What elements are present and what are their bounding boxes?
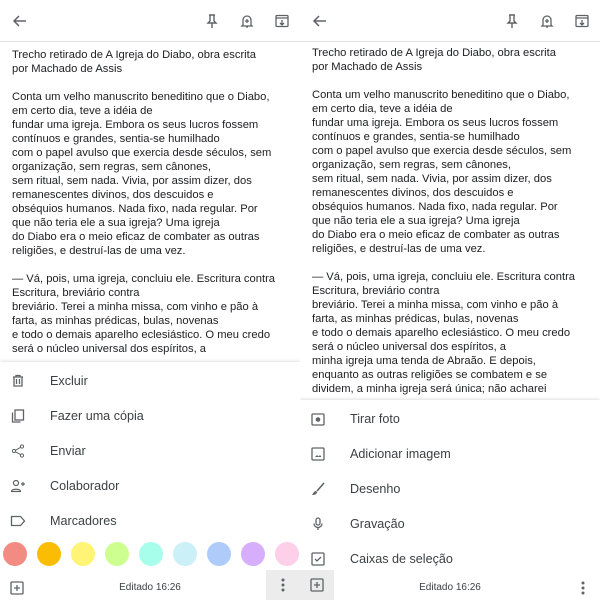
- color-swatch[interactable]: [37, 542, 61, 566]
- reminder-bell-icon[interactable]: [235, 9, 259, 33]
- toolbar: [300, 0, 600, 42]
- reminder-bell-icon[interactable]: [535, 9, 559, 33]
- color-swatch[interactable]: [105, 542, 129, 566]
- color-swatch[interactable]: [139, 542, 163, 566]
- label-icon: [1, 515, 35, 527]
- archive-icon[interactable]: [270, 9, 294, 33]
- add-person-icon: [1, 479, 35, 493]
- menu-item-delete[interactable]: Excluir: [0, 363, 300, 398]
- checkbox-icon: [301, 552, 335, 566]
- more-options-sheet: [0, 362, 300, 600]
- menu-item-send[interactable]: Enviar: [0, 433, 300, 468]
- color-swatch[interactable]: [207, 542, 231, 566]
- bottom-bar: [0, 576, 300, 600]
- menu-item-take-photo[interactable]: Tirar foto: [300, 401, 600, 436]
- menu-item-copy[interactable]: Fazer uma cópia: [0, 398, 300, 433]
- archive-icon[interactable]: [570, 9, 594, 33]
- more-vert-icon[interactable]: [266, 570, 300, 600]
- color-swatch[interactable]: [71, 542, 95, 566]
- color-swatch[interactable]: [275, 542, 299, 566]
- note-body[interactable]: Trecho retirado de A Igreja do Diabo, obra escrita por Machado de Assis Conta um velho manuscrito beneditino que o Diabo, em certo dia, teve a idéia de fundar uma igreja. Embora os seus lucros fossem contínuos e grandes, sentia-se humilhado com o papel avulso que exercia desde séculos, sem organização, sem regras, sem cânones, sem ritual, sem nada. Vivia, por assim dizer, dos remanescentes divinos, dos descuidos e obséquios humanos. Nada fixo, nada regular. Por que não teria ele a sua igreja? Uma igreja do Diabo era o meio eficaz de combater as outras religiões, e destruí-las de uma vez. — Vá, pois, uma igreja, concluiu ele. Escritura contra Escritura, breviário contra breviário. Terei a minha missa, com vinho e pão à farta, as minhas prédicas, bulas, novenas e todo o demais aparelho eclesiástico. O meu credo será o núcleo universal dos espíritos, a minha igreja uma tenda de Abraão. E depois, enquanto as outras religiões se combatem e se dividem, a minha igreja será única; não acharei: [312, 47, 576, 395]
- edited-timestamp: Editado 16:26: [419, 582, 481, 593]
- image-icon: [301, 447, 335, 461]
- back-arrow-icon[interactable]: [8, 9, 32, 33]
- back-arrow-icon[interactable]: [308, 9, 332, 33]
- note-panel-add-menu: [300, 0, 600, 600]
- camera-icon: [301, 412, 335, 426]
- mic-icon: [301, 517, 335, 531]
- color-swatch[interactable]: [173, 542, 197, 566]
- color-swatch[interactable]: [3, 542, 27, 566]
- add-box-icon[interactable]: [300, 570, 334, 600]
- pin-icon[interactable]: [200, 9, 224, 33]
- trash-icon: [1, 374, 35, 388]
- add-box-icon[interactable]: [5, 576, 29, 600]
- menu-item-recording[interactable]: Gravação: [300, 506, 600, 541]
- more-vert-icon[interactable]: [571, 576, 595, 600]
- menu-item-add-image[interactable]: Adicionar imagem: [300, 436, 600, 471]
- share-icon: [1, 444, 35, 458]
- brush-icon: [301, 482, 335, 496]
- copy-icon: [1, 409, 35, 423]
- menu-item-drawing[interactable]: Desenho: [300, 471, 600, 506]
- menu-item-checkboxes[interactable]: Caixas de seleção: [300, 541, 600, 576]
- pin-icon[interactable]: [500, 9, 524, 33]
- toolbar: [0, 0, 300, 42]
- menu-item-labels[interactable]: Marcadores: [0, 503, 300, 538]
- add-options-sheet: [300, 400, 600, 600]
- menu-item-collaborator[interactable]: Colaborador: [0, 468, 300, 503]
- edited-timestamp: Editado 16:26: [119, 582, 181, 593]
- note-body[interactable]: Trecho retirado de A Igreja do Diabo, obra escrita por Machado de Assis Conta um velho manuscrito beneditino que o Diabo, em certo dia, teve a idéia de fundar uma igreja. Embora os seus lucros fossem contínuos e grandes, sentia-se humilhado com o papel avulso que exercia desde séculos, sem organização, sem regras, sem cânones, sem ritual, sem nada. Vivia, por assim dizer, dos remanescentes divinos, dos descuidos e obséquios humanos. Nada fixo, nada regular. Por que não teria ele a sua igreja? Uma igreja do Diabo era o meio eficaz de combater as outras religiões, e destruí-las de uma vez. — Vá, pois, uma igreja, concluiu ele. Escritura contra Escritura, breviário contra breviário. Terei a minha missa, com vinho e pão à farta, as minhas prédicas, bulas, novenas e todo o demais aparelho eclesiástico. O meu credo será o núcleo universal dos espíritos, a: [12, 49, 276, 355]
- bottom-bar: [300, 576, 600, 600]
- color-palette: [0, 540, 300, 568]
- color-swatch[interactable]: [241, 542, 265, 566]
